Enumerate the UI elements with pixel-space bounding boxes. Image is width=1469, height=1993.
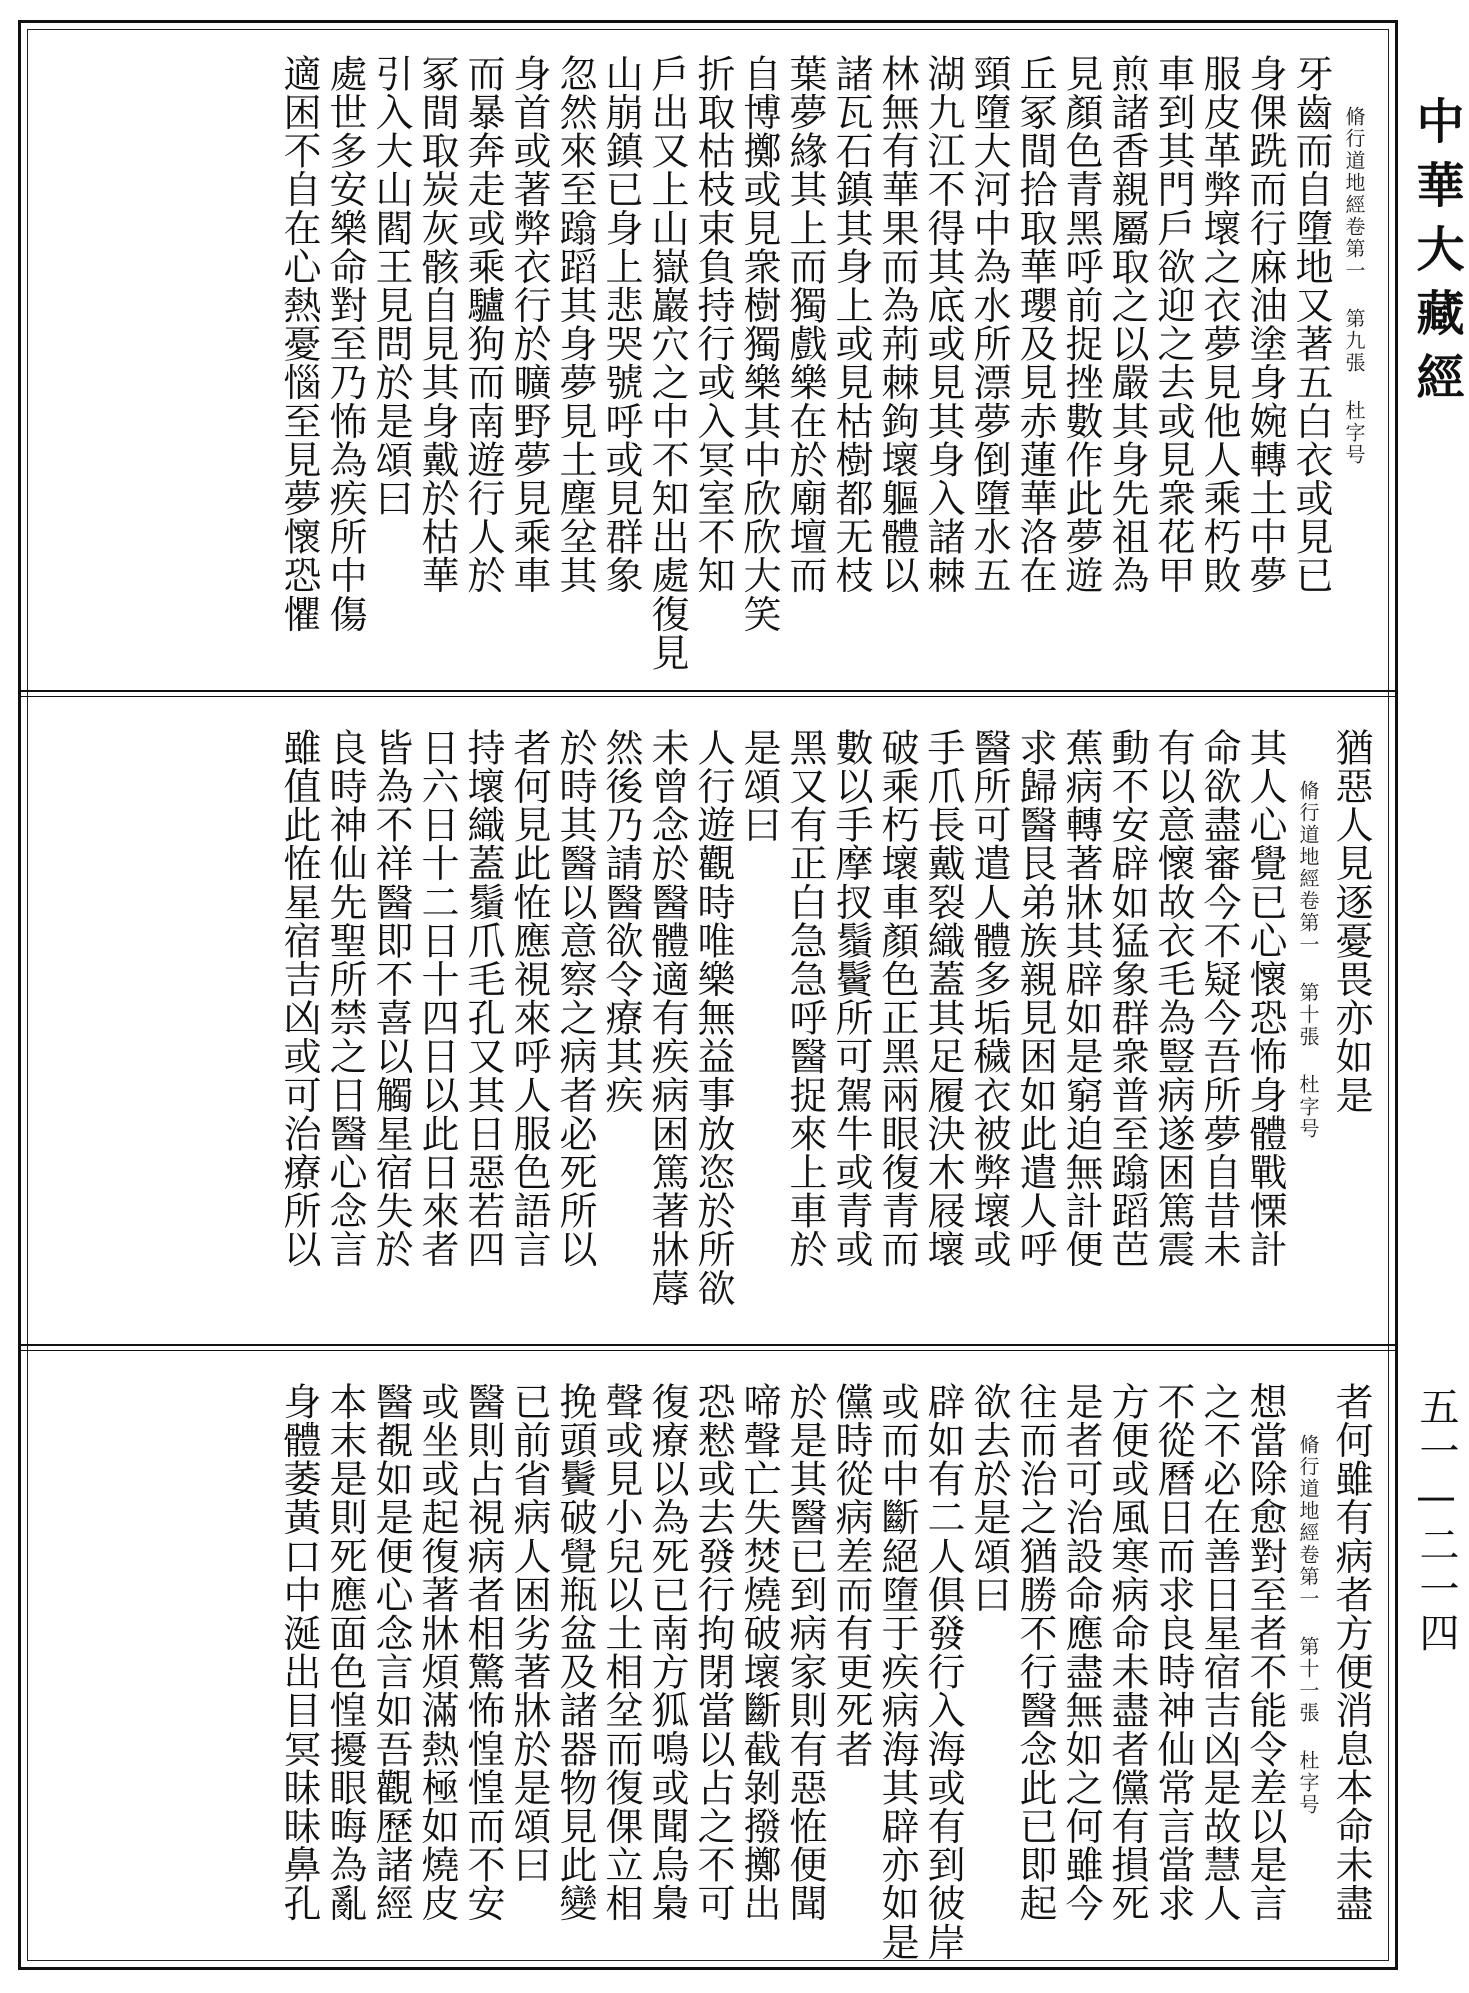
text-column: 動不安辟如猛象群衆普至蹹蹈芭 xyxy=(1105,728,1149,1269)
text-column: 引入大山閻王見問於是頌曰 xyxy=(369,54,413,518)
text-column: 恐慭或去發行拘閉當以占之不可 xyxy=(691,1382,735,1923)
text-column: 或坐或起復著牀煩滿熱極如燒皮 xyxy=(415,1382,459,1923)
text-column: 於是其醫已到病家則有惡恠便聞 xyxy=(783,1382,827,1923)
page-number: 五一—二一四 xyxy=(1413,1386,1459,1656)
text-column: 之不必在善日星宿吉凶是故慧人 xyxy=(1197,1382,1241,1923)
text-column: 求歸醫艮弟族親見困如此遣人呼 xyxy=(1013,728,1057,1269)
text-column: 身體萎黃口中涎出目冥昧昧鼻孔 xyxy=(277,1382,321,1923)
text-column: 黑又有正白急急呼醫捉來上車於 xyxy=(783,728,827,1269)
text-column: 挽頭鬢破覺瓶盆及諸器物見此變 xyxy=(553,1382,597,1923)
column-group xyxy=(44,26,1374,686)
text-column: 山崩鎮已身上悲哭號呼或見群象 xyxy=(599,54,643,595)
text-column: 醫覩如是便心念言如吾觀歷諸經 xyxy=(369,1382,413,1923)
collection-title: 中華大藏經 xyxy=(1408,96,1464,416)
text-column: 而暴奔走或乘驢狗而南遊行人於 xyxy=(461,54,505,595)
text-column: 不從曆日而求良時神仙常言當求 xyxy=(1151,1382,1195,1923)
text-column: 猶惡人見逐憂畏亦如是 xyxy=(1329,728,1373,1114)
text-column: 或而中斷絕墮于疾病海其辟亦如是 xyxy=(875,1382,919,1961)
text-column: 儻時從病差而有更死者 xyxy=(829,1382,873,1768)
text-column: 者何雖有病者方便消息本命未盡 xyxy=(1329,1382,1373,1923)
text-column: 蕉病轉著牀其辟如是窮迫無計便 xyxy=(1059,728,1103,1269)
text-column: 啼聲亡失焚燒破壞斷截剝撥擲出 xyxy=(737,1382,781,1923)
text-column: 處世多安樂命對至乃怖為疾所中傷 xyxy=(323,54,367,633)
text-column: 車到其門戶欲迎之去或見衆花甲 xyxy=(1151,54,1195,595)
text-column: 良時神仙先聖所禁之日醫心念言 xyxy=(323,728,367,1269)
text-column: 未曾念於醫體適有疾病困篤著牀蓐 xyxy=(645,728,689,1307)
text-column: 皆為不祥醫即不喜以觸星宿失於 xyxy=(369,728,413,1269)
marginal-note: 脩行道地經卷第一 第十一張 杜字号 xyxy=(1296,1434,1320,1816)
text-column: 葉夢緣其上而獨戲樂在於廟壇而 xyxy=(783,54,827,595)
text-column: 冢間取炭灰骸自見其身戴於枯華 xyxy=(415,54,459,595)
column-group xyxy=(44,700,1374,1340)
text-column: 戶出又上山嶽巖穴之中不知出處復見 xyxy=(645,54,689,672)
text-column: 牙齒而自墮地又著五白衣或見已 xyxy=(1289,54,1333,595)
text-column: 聲或見小兒以土相坌而復倮立相 xyxy=(599,1382,643,1923)
marginal-note: 脩行道地經卷第一 第十張 杜字号 xyxy=(1296,780,1320,1140)
text-column: 其人心覺已心懷恐怖身體戰慄計 xyxy=(1243,728,1287,1269)
text-column: 方便或風寒病命未盡者儻有損死 xyxy=(1105,1382,1149,1923)
text-column: 手爪長戴裂織蓋其足履決木屐壞 xyxy=(921,728,965,1269)
text-column: 辟如有二人俱發行入海或有到彼岸 xyxy=(921,1382,965,1961)
text-column: 往而治之猶勝不行醫念此已即起 xyxy=(1013,1382,1057,1923)
text-column: 數以手摩扠鬚鬢所可駕牛或青或 xyxy=(829,728,873,1269)
text-panel-bottom xyxy=(24,1354,1374,1964)
text-column: 見顏色青黑呼前捉挫數作此夢遊 xyxy=(1059,54,1103,595)
text-column: 林無有華果而為荊棘鉤壞軀體以 xyxy=(875,54,919,595)
text-column: 是頌曰 xyxy=(737,728,781,844)
text-column: 湖九江不得其底或見其身入諸棘 xyxy=(921,54,965,595)
text-column: 有以意懷故衣毛為豎病遂困篤震 xyxy=(1151,728,1195,1269)
text-column: 本末是則死應面色惶擾眼晦為亂 xyxy=(323,1382,367,1923)
text-column: 欲去於是頌曰 xyxy=(967,1382,1011,1614)
panel-divider xyxy=(18,690,1398,697)
text-column: 醫所可遣人體多垢穢衣被弊壞或 xyxy=(967,728,1011,1269)
text-column: 適困不自在心熱憂惱至見夢懷恐懼 xyxy=(277,54,321,633)
text-column: 諸瓦石鎮其身上或見枯樹都无枝 xyxy=(829,54,873,595)
text-column: 雖值此恠星宿吉凶或可治療所以 xyxy=(277,728,321,1269)
text-column: 命欲盡審今不疑今吾所夢自昔未 xyxy=(1197,728,1241,1269)
text-column: 丘冢間拾取華瓔及見赤蓮華洛在 xyxy=(1013,54,1057,595)
text-column: 服皮革弊壞之衣夢見他人乘朽敗 xyxy=(1197,54,1241,595)
text-column: 於時其醫以意察之病者必死所以 xyxy=(553,728,597,1269)
text-panel-middle xyxy=(24,700,1374,1340)
text-panel-top xyxy=(24,26,1374,686)
text-column: 日六日十二日十四日以此日來者 xyxy=(415,728,459,1269)
text-column: 已前省病人困劣著牀於是頌曰 xyxy=(507,1382,551,1884)
text-column: 是者可治設命應盡無如之何雖今 xyxy=(1059,1382,1103,1923)
text-column: 身首或著弊衣行於曠野夢見乘車 xyxy=(507,54,551,595)
text-column: 想當除愈對至者不能令差以是言 xyxy=(1243,1382,1287,1923)
text-column: 醫則占視病者相驚怖惶惶而不安 xyxy=(461,1382,505,1923)
text-column: 者何見此恠應視來呼人服色語言 xyxy=(507,728,551,1269)
text-column: 人行遊觀時唯樂無益事放恣於所欲 xyxy=(691,728,735,1307)
text-column: 身倮跣而行麻油塗身婉轉土中夢 xyxy=(1243,54,1287,595)
text-column: 煎諸香親屬取之以嚴其身先祖為 xyxy=(1105,54,1149,595)
text-column: 頸墮大河中為水所漂夢倒墮水五 xyxy=(967,54,1011,595)
panel-divider xyxy=(18,1344,1398,1351)
text-column: 破乘朽壞車顏色正黑兩眼復青而 xyxy=(875,728,919,1269)
marginal-note: 脩行道地經卷第一 第九張 杜字号 xyxy=(1342,106,1366,466)
text-column: 持壞織蓋鬚爪毛孔又其日惡若四 xyxy=(461,728,505,1269)
text-column: 然後乃請醫欲令療其疾 xyxy=(599,728,643,1114)
text-column: 折取枯枝束負持行或入冥室不知 xyxy=(691,54,735,595)
text-column: 忽然來至蹹蹈其身夢見土塵坌其 xyxy=(553,54,597,595)
text-column: 復療以為死已南方狐鳴或聞烏梟 xyxy=(645,1382,689,1923)
column-group xyxy=(44,1354,1374,1964)
text-column: 自博擲或見衆樹獨樂其中欣欣大笑 xyxy=(737,54,781,633)
